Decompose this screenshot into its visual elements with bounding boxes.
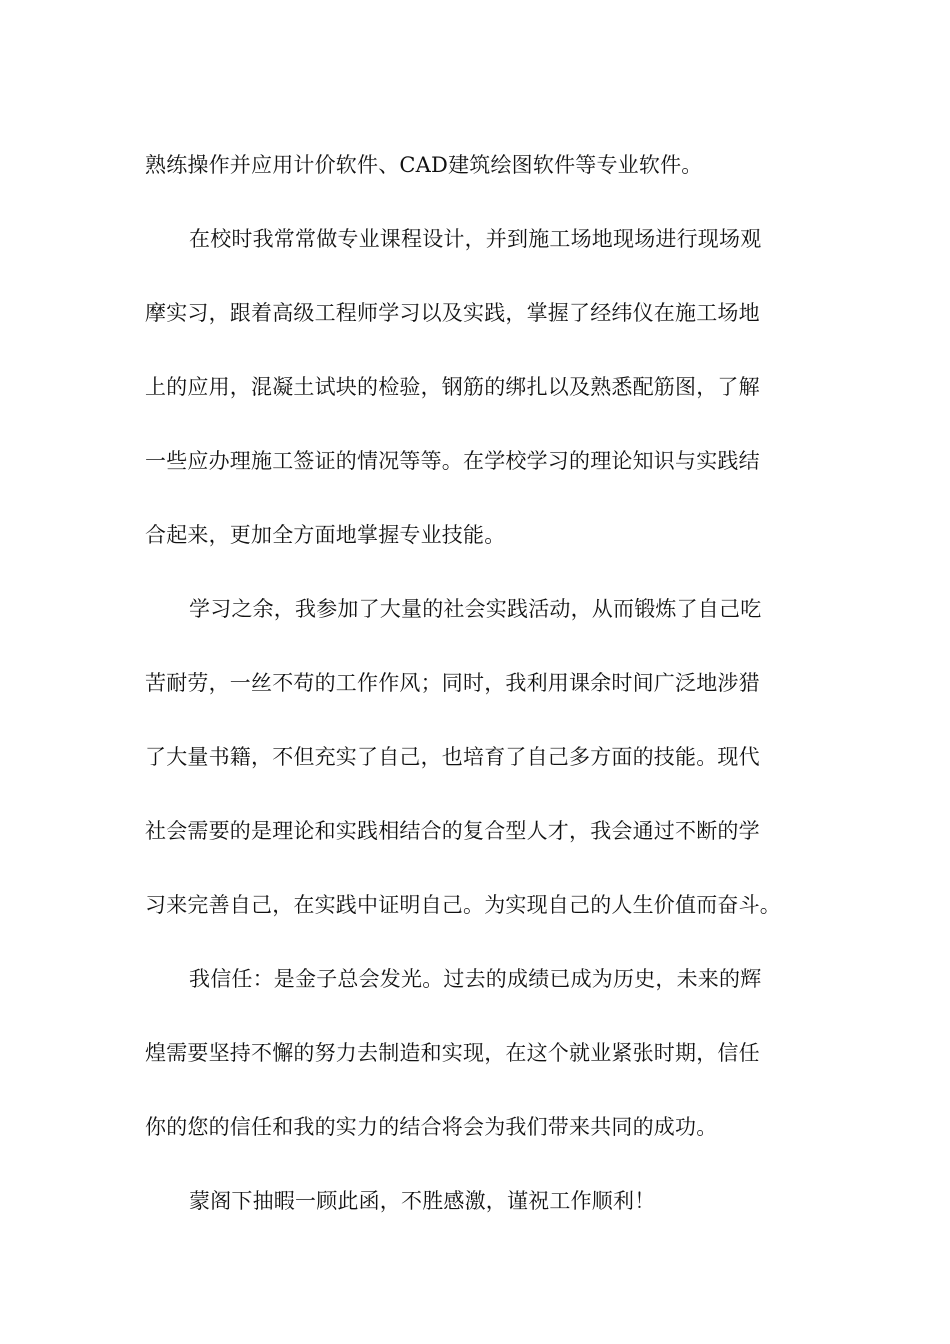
paragraph-start-line: 我信任：是金子总会发光。过去的成绩已成为历史，未来的辉 (189, 967, 762, 991)
text-line: 了大量书籍，不但充实了自己，也培育了自己多方面的技能。现代 (145, 745, 760, 769)
text-line: 上的应用，混凝土试块的检验，钢筋的绑扎以及熟悉配筋图，了解 (145, 375, 760, 399)
text-line: 社会需要的是理论和实践相结合的复合型人才，我会通过不断的学 (145, 819, 760, 843)
text-line: 合起来，更加全方面地掌握专业技能。 (145, 523, 506, 547)
paragraph-start-line: 学习之余，我参加了大量的社会实践活动，从而锻炼了自己吃 (189, 597, 762, 621)
text-line: 苦耐劳，一丝不苟的工作作风；同时，我利用课余时间广泛地涉猎 (145, 671, 760, 695)
letter-body (145, 128, 810, 1238)
paragraph-start-line: 在校时我常常做专业课程设计，并到施工场地现场进行现场观 (189, 227, 762, 251)
text-line: 习来完善自己，在实践中证明自己。为实现自己的人生价值而奋斗。 (145, 893, 781, 917)
text-line: 你的您的信任和我的实力的结合将会为我们带来共同的成功。 (145, 1115, 718, 1139)
text-line: 一些应办理施工签证的情况等等。在学校学习的理论知识与实践结 (145, 449, 760, 473)
text-line: 熟练操作并应用计价软件、CAD建筑绘图软件等专业软件。 (145, 153, 703, 177)
closing-line: 蒙阁下抽暇一顾此函，不胜感激，谨祝工作顺利！ (189, 1189, 656, 1213)
text-line: 煌需要坚持不懈的努力去制造和实现，在这个就业紧张时期，信任 (145, 1041, 760, 1065)
text-line: 摩实习，跟着高级工程师学习以及实践，掌握了经纬仪在施工场地 (145, 301, 760, 325)
